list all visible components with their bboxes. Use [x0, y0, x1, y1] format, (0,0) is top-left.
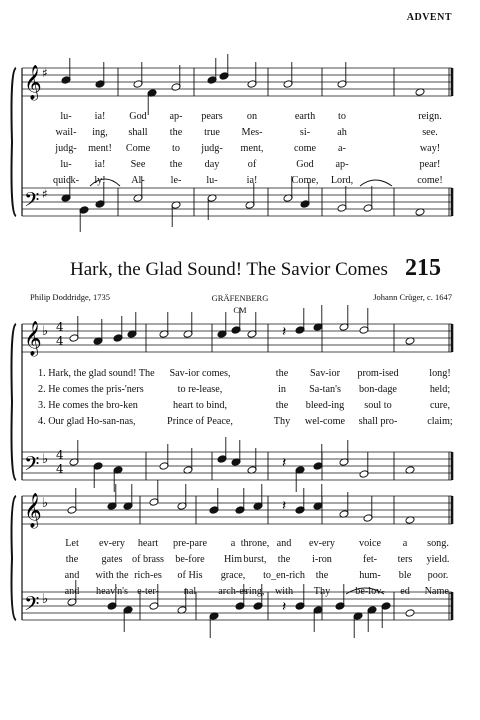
lyric-word: and [64, 586, 80, 597]
lyric-word: shall [128, 127, 148, 138]
bass-clef: 𝄢 [24, 188, 40, 216]
lyric-word: ap- [169, 111, 183, 122]
lyric-word: ia! [94, 159, 106, 170]
quarter-rest: 𝄽 [282, 455, 287, 471]
lyric-word: a [402, 538, 408, 549]
lyric-phrase: soul to [364, 400, 392, 411]
lyric-word: ia! [246, 175, 258, 186]
system-brace [12, 324, 17, 480]
lyric-word: of [247, 159, 257, 170]
key-signature: ♯ [42, 66, 48, 80]
lyric-phrase: wel-come [304, 416, 346, 427]
lyric-phrase: Sav-ior [310, 368, 340, 379]
lyric-word: earth [294, 111, 316, 122]
lyric-word: Mes- [241, 127, 263, 138]
lyric-word: a- [338, 143, 346, 154]
key-signature: ♭ [42, 496, 49, 511]
lyric-word: hum- [359, 570, 381, 581]
lyric-word: come [293, 143, 317, 154]
lyric-word: ah [337, 127, 347, 138]
lyric-word: Let [65, 538, 79, 549]
system-brace [12, 496, 17, 620]
lyric-word: of brass [132, 554, 164, 565]
time-signature-top: 4 [56, 320, 64, 334]
lyric-word: burst, [243, 554, 267, 565]
lyric-word: ment! [88, 143, 112, 154]
lyric-phrase: held; [429, 384, 451, 395]
lyric-word: Al- [131, 175, 145, 186]
lyric-word: ble [398, 570, 412, 581]
treble-clef: 𝄞 [24, 493, 42, 528]
lyric-word: Come, [291, 175, 319, 186]
lyric-phrase: bleed-ing [305, 400, 345, 411]
lyric-phrase: bon-dage [359, 384, 397, 395]
key-signature: ♭ [42, 592, 49, 607]
bass-clef: 𝄢 [24, 452, 40, 480]
lyric-word: See [130, 159, 146, 170]
lyric-phrase: Sa-tan's [309, 384, 341, 395]
quarter-rest: 𝄽 [282, 498, 287, 514]
treble-clef: 𝄞 [24, 321, 42, 356]
lyric-phrase: Prince of Peace, [167, 416, 233, 427]
lyric-word: to [338, 111, 346, 122]
lyric-word: and [276, 538, 292, 549]
lyric-word: judg- [55, 143, 77, 154]
key-signature: ♯ [42, 187, 48, 201]
quarter-rest: 𝄽 [282, 324, 287, 340]
lyric-word: heart [137, 538, 159, 549]
lyric-word: arch-es [218, 586, 248, 597]
lyric-word: a [230, 538, 236, 549]
lyric-word: be-lov- [355, 586, 385, 597]
lyric-word: God [129, 111, 147, 122]
tune-info [210, 292, 270, 316]
treble-clef: 𝄞 [24, 65, 42, 100]
note-head [405, 609, 415, 618]
lyric-word: reign. [418, 111, 442, 122]
lyric-word: the [315, 570, 329, 581]
lyric-word: with [274, 586, 294, 597]
lyric-word: on [246, 111, 258, 122]
lyric-word: ia! [94, 111, 106, 122]
time-signature-bottom: 4 [56, 334, 64, 348]
lyric-word: the [169, 127, 183, 138]
bass-clef: 𝄢 [24, 592, 40, 620]
tune-name: GRÄFENBERG [211, 293, 269, 303]
lyric-word: yield. [426, 554, 450, 565]
lyric-word: ap- [335, 159, 349, 170]
lyric-phrase: Sav-ior comes, [169, 368, 231, 379]
lyric-word: ment, [240, 143, 264, 154]
lyric-word: day [204, 159, 220, 170]
time-signature-top: 4 [56, 448, 64, 462]
meter: CM [233, 305, 247, 315]
time-signature-bottom: 4 [56, 462, 64, 476]
lyric-phrase: the [275, 400, 289, 411]
lyric-word: and [64, 570, 80, 581]
hymn-title: Hark, the Glad Sound! The Savior Comes [70, 259, 388, 280]
key-signature: ♭ [42, 324, 49, 339]
lyric-word: way! [419, 143, 441, 154]
lyric-word: Name. [424, 586, 452, 597]
lyric-word: to [172, 143, 180, 154]
composer-credit: Johann Crüger, c. 1647 [373, 292, 452, 302]
lyric-word: song. [427, 538, 449, 549]
lyric-word: Lord, [330, 175, 354, 186]
lyric-phrase: in [278, 384, 286, 395]
lyric-word: quick- [52, 175, 80, 186]
lyric-word: si- [299, 127, 311, 138]
lyric-word: ring, [245, 586, 265, 597]
lyric-phrase: 1. Hark, the glad sound! The [38, 368, 155, 379]
lyric-word: see. [422, 127, 438, 138]
lyric-phrase: 3. He comes the bro-ken [38, 400, 138, 411]
lyric-word: the [169, 159, 183, 170]
author-credit: Philip Doddridge, 1735 [30, 292, 111, 302]
key-signature: ♭ [42, 452, 49, 467]
lyric-word: Thy [313, 586, 331, 597]
lyric-phrase: prom-ised [357, 368, 399, 379]
lyric-word: Come [125, 143, 151, 154]
lyric-phrase: to re-lease, [177, 384, 223, 395]
lyric-word: i-ron [312, 554, 332, 565]
lyric-word: grace, [220, 570, 246, 581]
lyric-word: ev-ery [98, 538, 126, 549]
lyric-phrase: claim; [427, 416, 453, 427]
lyric-phrase: 4. Our glad Ho-san-nas, [38, 416, 136, 427]
lyric-word: wail- [55, 127, 77, 138]
lyric-word: throne, [240, 538, 270, 549]
lyric-word: lu- [206, 175, 218, 186]
lyric-word: e-ter- [137, 586, 159, 597]
lyric-word: nal [183, 586, 197, 597]
lyric-word: the [65, 554, 79, 565]
lyric-word: heav'n's [96, 586, 128, 597]
lyric-word: lu- [60, 159, 72, 170]
lyric-word: of His [177, 570, 203, 581]
lyric-word: judg- [201, 143, 223, 154]
lyric-phrase: Thy [273, 416, 291, 427]
lyric-word: true [204, 127, 220, 138]
lyric-word: pre-pare [173, 538, 207, 549]
lyric-word: come! [417, 175, 443, 186]
lyric-word: fet- [362, 554, 378, 565]
lyric-phrase: cure, [429, 400, 451, 411]
lyric-word: ing, [92, 127, 108, 138]
lyric-phrase: shall pro- [358, 416, 398, 427]
hymn-number: 215 [405, 255, 441, 281]
lyric-word: with the [95, 570, 129, 581]
lyric-word: le- [170, 175, 182, 186]
lyric-word: be-fore [175, 554, 205, 565]
lyric-word: pear! [419, 159, 441, 170]
lyric-phrase: heart to bind, [172, 400, 228, 411]
lyric-word: Him [223, 554, 243, 565]
slur [360, 180, 392, 186]
section-label: ADVENT [406, 12, 452, 23]
lyric-word: ev-ery [308, 538, 336, 549]
system-brace [12, 68, 17, 216]
lyric-word: God [296, 159, 314, 170]
lyric-word: ed [400, 586, 410, 597]
lyric-word: ly! [94, 175, 106, 186]
lyric-phrase: the [275, 368, 289, 379]
lyric-word: pears [201, 111, 223, 122]
lyric-word: gates [101, 554, 123, 565]
lyric-word: to_en-rich [263, 570, 305, 581]
lyric-phrase: long! [429, 368, 451, 379]
lyric-word: lu- [60, 111, 72, 122]
lyric-word: poor. [427, 570, 449, 581]
lyric-word: the [277, 554, 291, 565]
lyric-phrase: 2. He comes the pris-'ners [38, 384, 144, 395]
lyric-word: ters [397, 554, 413, 565]
lyric-word: voice [358, 538, 382, 549]
quarter-rest: 𝄽 [282, 599, 287, 615]
lyric-word: rich-es [134, 570, 162, 581]
